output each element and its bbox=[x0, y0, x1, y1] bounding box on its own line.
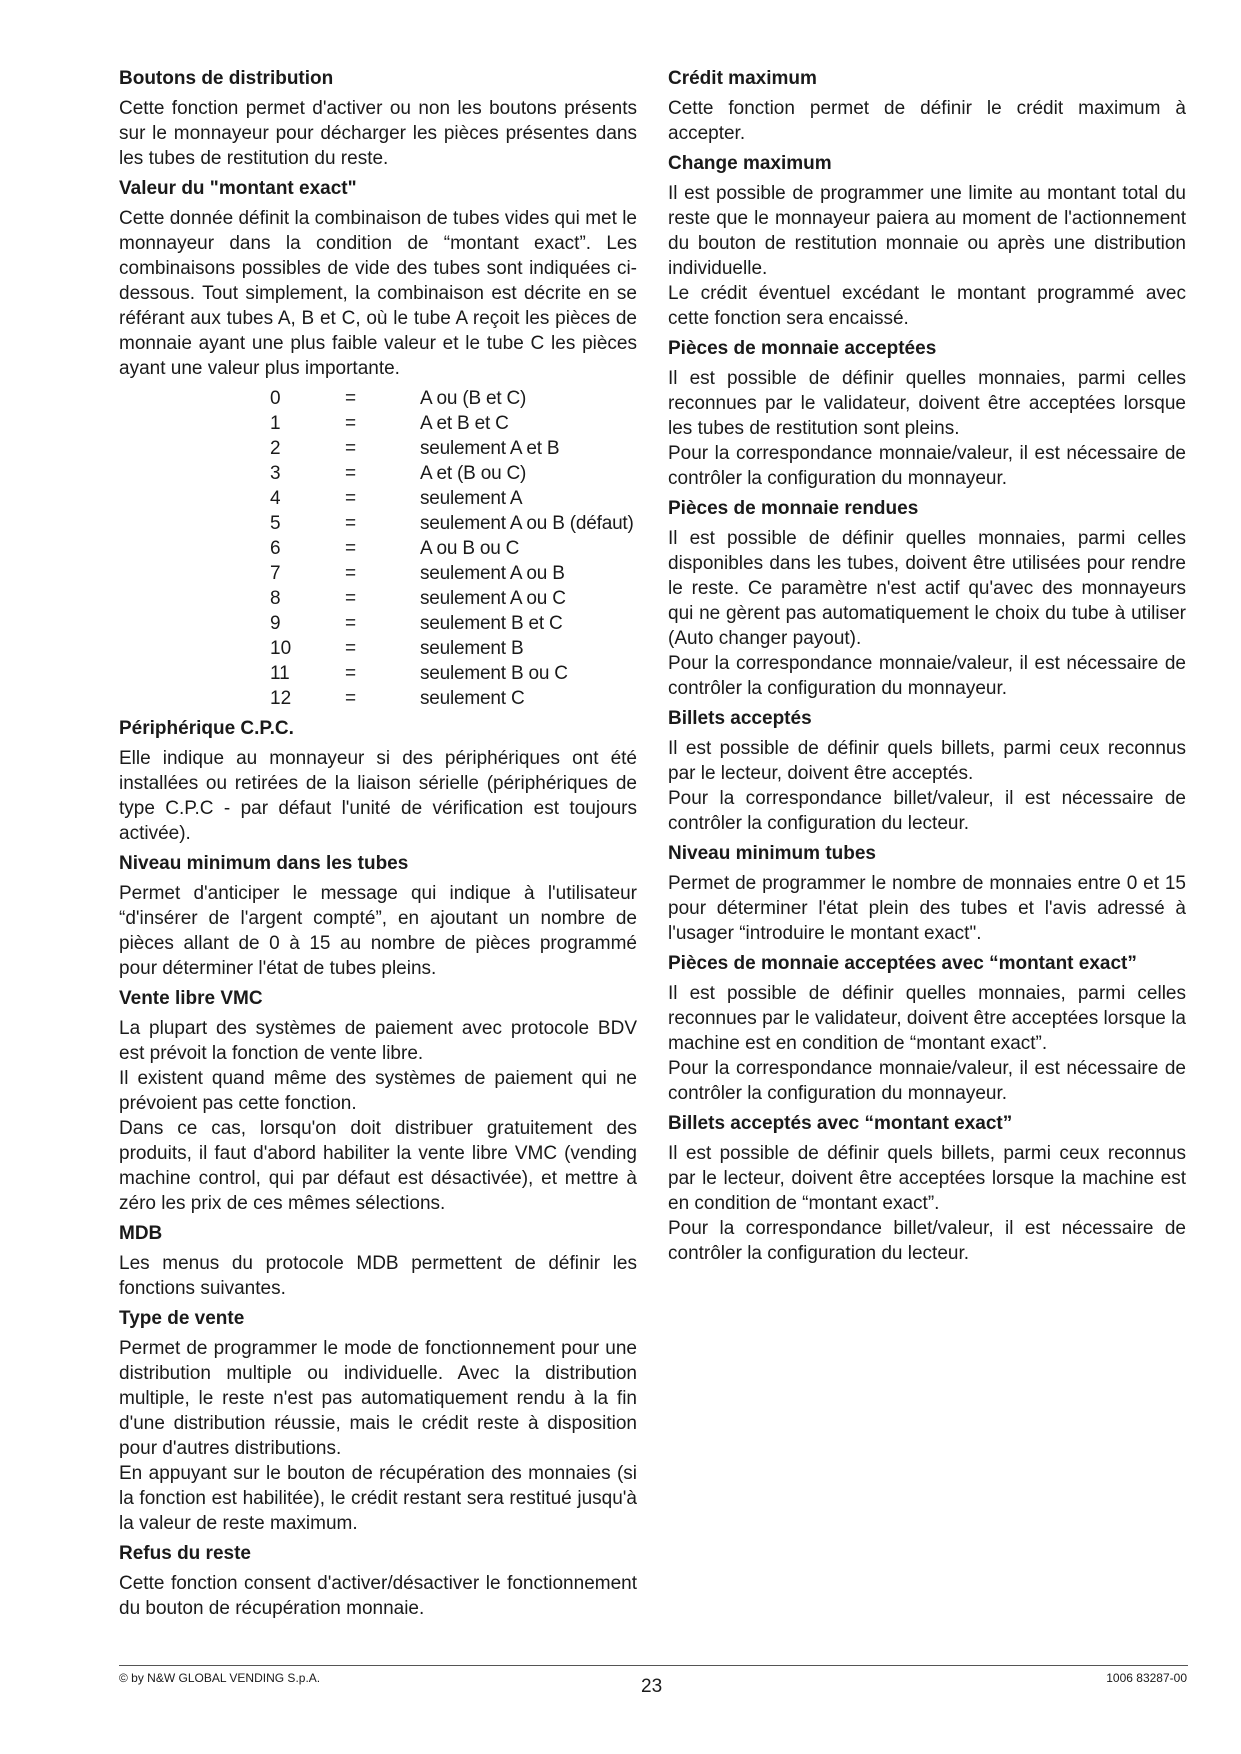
paragraph: Dans ce cas, lorsqu'on doit distribuer gratuitement des produits, il faut d'abord habiliter la vente libre VMC (vending machine control, qui par défaut est désactivée), et mettre à zéro les prix de ces mêmes sélections. bbox=[119, 1118, 637, 1214]
section-title: Pièces de monnaie acceptées bbox=[668, 338, 937, 359]
equals-sign: = bbox=[345, 613, 357, 634]
section-title: Valeur du "montant exact" bbox=[119, 178, 357, 199]
paragraph: Cette fonction permet d'activer ou non les boutons présents sur le monnayeur pour décharger les pièces présentes dans les tubes de restitution du reste. bbox=[119, 98, 637, 169]
paragraph: Pour la correspondance monnaie/valeur, il est nécessaire de contrôler la configuration du monnayeur. bbox=[668, 1058, 1186, 1104]
section-title: Change maximum bbox=[668, 153, 832, 174]
combination-value: seulement A bbox=[420, 488, 523, 509]
equals-sign: = bbox=[345, 513, 357, 534]
paragraph: Il est possible de définir quels billets, parmi ceux reconnus par le lecteur, doivent être acceptés. bbox=[668, 738, 1186, 784]
equals-sign: = bbox=[345, 663, 357, 684]
combination-value: A et B et C bbox=[420, 413, 509, 434]
section-title: Niveau minimum tubes bbox=[668, 843, 876, 864]
equals-sign: = bbox=[345, 388, 357, 409]
combination-number: 7 bbox=[270, 563, 281, 584]
combination-number: 0 bbox=[270, 388, 281, 409]
equals-sign: = bbox=[345, 563, 357, 584]
combination-row bbox=[270, 586, 634, 611]
combination-value: A ou (B et C) bbox=[420, 388, 527, 409]
paragraph: Il est possible de définir quelles monnaies, parmi celles disponibles dans les tubes, doivent être utilisées pour rendre le reste. Ce paramètre n'est actif qu'avec des monnayeurs qui ne gèrent pas automatiquement le choix du tube à utiliser (Auto changer payout). bbox=[668, 528, 1186, 649]
paragraph: Cette donnée définit la combinaison de tubes vides qui met le monnayeur dans la condition de “montant exact”. Les combinaisons possibles de vide des tubes sont indiquées ci-dessous. Tout simplement, la combinaison est décrite en se référant aux tubes A, B et C, où le tube A reçoit les pièces de monnaie ayant une plus faible valeur et le tube C les pièces ayant une valeur plus importante. bbox=[119, 208, 637, 379]
equals-sign: = bbox=[345, 638, 357, 659]
equals-sign: = bbox=[345, 588, 357, 609]
paragraph: Pour la correspondance billet/valeur, il est nécessaire de contrôler la configuration du lecteur. bbox=[668, 788, 1186, 834]
combination-number: 6 bbox=[270, 538, 281, 559]
combination-number: 11 bbox=[270, 663, 290, 684]
combination-number: 1 bbox=[270, 413, 281, 434]
paragraph: Les menus du protocole MDB permettent de définir les fonctions suivantes. bbox=[119, 1253, 637, 1299]
combination-row bbox=[270, 511, 634, 536]
paragraph: Il est possible de programmer une limite au montant total du reste que le monnayeur paiera au moment de l'actionnement du bouton de restitution monnaie ou après une distribution individuelle. bbox=[668, 183, 1186, 279]
paragraph: Elle indique au monnayeur si des périphériques ont été installées ou retirées de la liaison sérielle (périphériques de type C.P.C - par défaut l'unité de vérification est toujours activée). bbox=[119, 748, 637, 844]
footer-divider bbox=[119, 1665, 1188, 1666]
section-title: Refus du reste bbox=[119, 1543, 251, 1564]
equals-sign: = bbox=[345, 413, 357, 434]
section-title: Boutons de distribution bbox=[119, 68, 334, 89]
section-title: Périphérique C.P.C. bbox=[119, 718, 294, 739]
equals-sign: = bbox=[345, 488, 357, 509]
section-title: Vente libre VMC bbox=[119, 988, 263, 1009]
combination-value: seulement C bbox=[420, 688, 525, 709]
paragraph: Permet de programmer le mode de fonctionnement pour une distribution multiple ou individuelle. Avec la distribution multiple, le reste n'est pas automatiquement rendu à la fin d'une distribution réussie, mais le crédit reste à disposition pour d'autres distributions. bbox=[119, 1338, 637, 1459]
combination-table bbox=[270, 386, 634, 711]
paragraph: Permet d'anticiper le message qui indique à l'utilisateur “d'insérer de l'argent compté”, en ajoutant un nombre de pièces allant de 0 à 15 au nombre de pièces programmé pour déterminer l'état de tubes pleins. bbox=[119, 883, 637, 979]
combination-row bbox=[270, 386, 634, 411]
section-title: Pièces de monnaie rendues bbox=[668, 498, 919, 519]
combination-value: seulement B et C bbox=[420, 613, 563, 634]
paragraph: Cette fonction permet de définir le crédit maximum à accepter. bbox=[668, 98, 1186, 144]
combination-row bbox=[270, 561, 634, 586]
combination-value: seulement B ou C bbox=[420, 663, 568, 684]
combination-row bbox=[270, 686, 634, 711]
section-title: Crédit maximum bbox=[668, 68, 817, 89]
paragraph: Pour la correspondance billet/valeur, il est nécessaire de contrôler la configuration du lecteur. bbox=[668, 1218, 1186, 1264]
combination-number: 12 bbox=[270, 688, 292, 709]
paragraph: Pour la correspondance monnaie/valeur, il est nécessaire de contrôler la configuration du monnayeur. bbox=[668, 443, 1186, 489]
combination-value: A ou B ou C bbox=[420, 538, 520, 559]
paragraph: Le crédit éventuel excédant le montant programmé avec cette fonction sera encaissé. bbox=[668, 283, 1186, 329]
combination-number: 10 bbox=[270, 638, 292, 659]
page-number: 23 bbox=[641, 1676, 663, 1697]
paragraph: Il existent quand même des systèmes de paiement qui ne prévoient pas cette fonction. bbox=[119, 1068, 637, 1114]
combination-number: 2 bbox=[270, 438, 281, 459]
combination-row bbox=[270, 411, 634, 436]
equals-sign: = bbox=[345, 463, 357, 484]
footer-copyright: © by N&W GLOBAL VENDING S.p.A. bbox=[119, 1671, 321, 1685]
paragraph: En appuyant sur le bouton de récupération des monnaies (si la fonction est habilitée), le crédit restant sera restitué jusqu'à la valeur de reste maximum. bbox=[119, 1463, 637, 1534]
combination-row bbox=[270, 461, 634, 486]
combination-number: 4 bbox=[270, 488, 281, 509]
right-column bbox=[668, 66, 1186, 1271]
paragraph: Il est possible de définir quelles monnaies, parmi celles reconnues par le validateur, doivent être acceptées lorsque les tubes de restitution sont pleins. bbox=[668, 368, 1186, 439]
combination-row bbox=[270, 611, 634, 636]
combination-value: seulement B bbox=[420, 638, 524, 659]
section-title: Type de vente bbox=[119, 1308, 245, 1329]
combination-number: 3 bbox=[270, 463, 281, 484]
combination-number: 8 bbox=[270, 588, 281, 609]
combination-number: 5 bbox=[270, 513, 281, 534]
paragraph: Il est possible de définir quels billets, parmi ceux reconnus par le lecteur, doivent être acceptées lorsque la machine est en condition de “montant exact”. bbox=[668, 1143, 1186, 1214]
section-title: Pièces de monnaie acceptées avec “montant exact” bbox=[668, 953, 1137, 974]
equals-sign: = bbox=[345, 438, 357, 459]
section-title: Billets acceptés avec “montant exact” bbox=[668, 1113, 1013, 1134]
combination-value: seulement A et B bbox=[420, 438, 560, 459]
combination-row bbox=[270, 636, 634, 661]
combination-value: A et (B ou C) bbox=[420, 463, 527, 484]
paragraph: Pour la correspondance monnaie/valeur, il est nécessaire de contrôler la configuration du monnayeur. bbox=[668, 653, 1186, 699]
combination-value: seulement A ou B (défaut) bbox=[420, 513, 634, 534]
combination-row bbox=[270, 536, 634, 561]
paragraph: Il est possible de définir quelles monnaies, parmi celles reconnues par le validateur, doivent être acceptées lorsque la machine est en condition de “montant exact”. bbox=[668, 983, 1186, 1054]
document-code: 1006 83287-00 bbox=[1106, 1671, 1187, 1685]
paragraph: Cette fonction consent d'activer/désactiver le fonctionnement du bouton de récupération monnaie. bbox=[119, 1573, 637, 1619]
section-title: Niveau minimum dans les tubes bbox=[119, 853, 409, 874]
combination-row bbox=[270, 436, 634, 461]
equals-sign: = bbox=[345, 688, 357, 709]
section-title: MDB bbox=[119, 1223, 163, 1244]
combination-row bbox=[270, 661, 634, 686]
combination-value: seulement A ou B bbox=[420, 563, 565, 584]
combination-value: seulement A ou C bbox=[420, 588, 566, 609]
section-title: Billets acceptés bbox=[668, 708, 812, 729]
equals-sign: = bbox=[345, 538, 357, 559]
combination-number: 9 bbox=[270, 613, 281, 634]
combination-row bbox=[270, 486, 634, 511]
left-column bbox=[119, 66, 637, 1626]
paragraph: La plupart des systèmes de paiement avec protocole BDV est prévoit la fonction de vente libre. bbox=[119, 1018, 637, 1064]
paragraph: Permet de programmer le nombre de monnaies entre 0 et 15 pour déterminer l'état plein des tubes et l'avis adressé à l'usager “introduire le montant exact". bbox=[668, 873, 1186, 944]
